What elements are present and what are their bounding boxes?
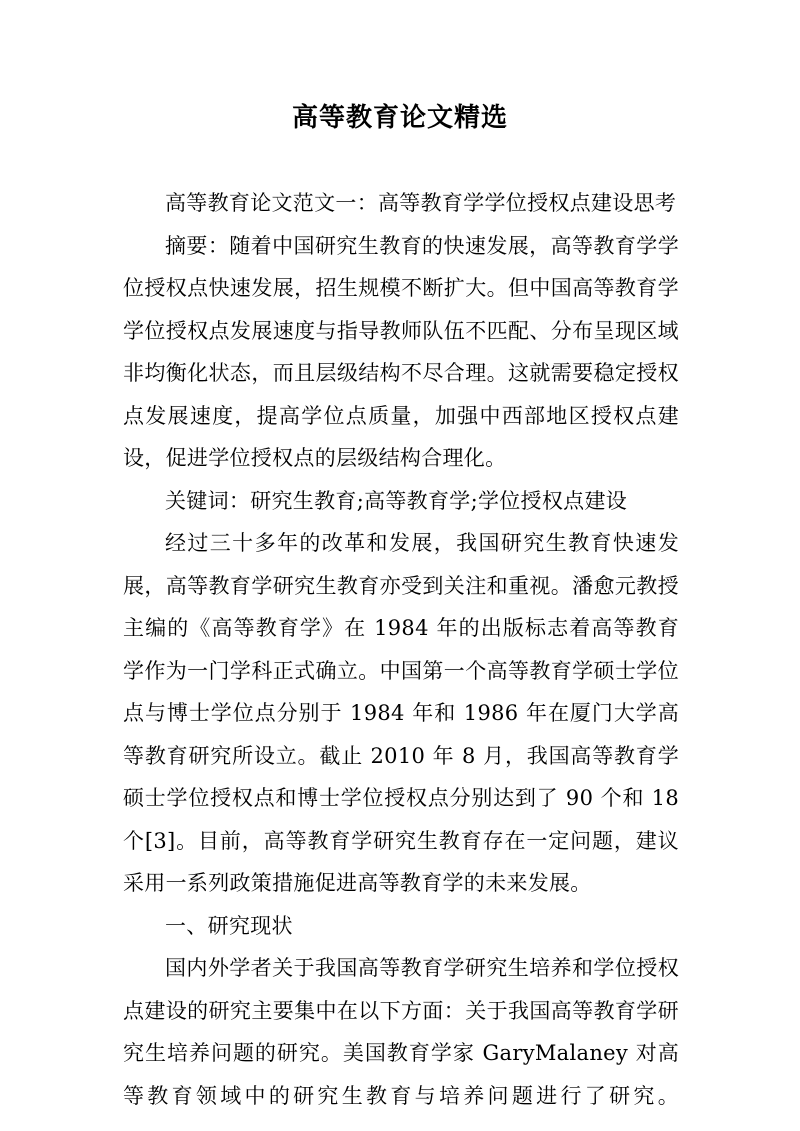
paragraph-article-heading: 高等教育论文范文一：高等教育学学位授权点建设思考 [165, 191, 677, 215]
section-heading-research-status: 一、研究现状 [165, 913, 293, 938]
document-body [123, 182, 679, 1117]
paragraph-research-status: 国内外学者关于我国高等教育学研究生培养和学位授权点建设的研究主要集中在以下方面：关于我国高等教育学研究生培养问题的研究。美国教育学家 GaryMalaney 对高等教育领域中的研究生教育与培养问题进行了研究。 [123, 956, 679, 1108]
paragraph-keywords: 关键词：研究生教育;高等教育学;学位授权点建设 [165, 488, 628, 513]
document-title: 高等教育论文精选 [291, 103, 508, 133]
paragraph-introduction: 经过三十多年的改革和发展，我国研究生教育快速发展，高等教育学研究生教育亦受到关注和重视。潘愈元教授主编的《高等教育学》在 1984 年的出版标志着高等教育学作为一门学科正式确立。中国第一个高等教育学硕士学位点与博士学位点分别于 1984 年和 1986 年在厦门大学高等教育研究所设立。截止 2010 年 8 月，我国高等教育学硕士学位授权点和博士学位授权点分别达到了 90 个和 18 个[3]。目前，高等教育学研究生教育存在一定问题，建议采用一系列政策措施促进高等教育学的未来发展。 [123, 531, 679, 895]
paragraph-abstract: 摘要：随着中国研究生教育的快速发展，高等教育学学位授权点快速发展，招生规模不断扩大。但中国高等教育学学位授权点发展速度与指导教师队伍不匹配、分布呈现区域非均衡化状态，而且层级结构不尽合理。这就需要稳定授权点发展速度，提高学位点质量，加强中西部地区授权点建设，促进学位授权点的层级结构合理化。 [123, 233, 679, 470]
